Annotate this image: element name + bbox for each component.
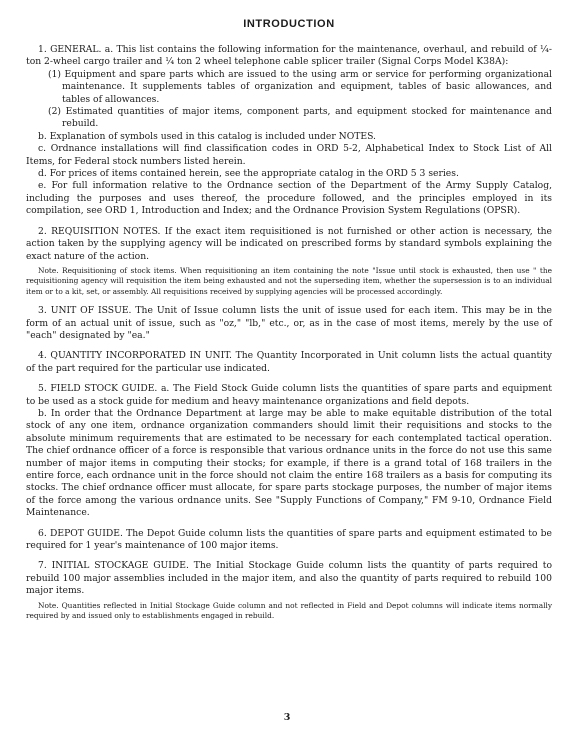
- section-1-item-2: (2) Estimated quantities of major items, component parts, and equipment stocked for maintenance and rebuild.: [48, 106, 552, 130]
- section-1-c: c. Ordnance installations will find classification codes in ORD 5-2, Alphabetical Index to Stock List of All Items, for Federal stock numbers listed herein.: [26, 143, 552, 167]
- section-3-unit-of-issue: 3. UNIT OF ISSUE. The Unit of Issue column lists the unit of issue used for each item. This may be in the form of an actual unit of issue, such as "oz," "lb," etc., or, as in the case of most items, merely by the use of "each" designated by "ea.": [26, 305, 552, 341]
- section-2-note: Note. Requisitioning of stock items. When requisitioning an item containing the note "Issue until stock is exhausted, then use " the requisitioning agency will requisition the item being exhausted and not the superseding item, whether the supersession is to an individual item or to a kit, set, or assembly. All requisitions received by supplying agencies will be processed accordingly.: [26, 265, 552, 296]
- section-1-item-1: (1) Equipment and spare parts which are issued to the using arm or service for performing organizational maintenance. It supplements tables of organization and equipment, tables of basic allowances, and tables of allowances.: [48, 68, 552, 105]
- section-4-quantity-incorporated: 4. QUANTITY INCORPORATED IN UNIT. The Quantity Incorporated in Unit column lists the actual quantity of the part required for the particular use indicated.: [26, 350, 552, 374]
- page-title: INTRODUCTION: [243, 18, 335, 30]
- section-1-e: e. For full information relative to the Ordnance section of the Department of the Army Supply Catalog, including the purposes and uses thereof, the procedure followed, and the principles employed in its compilation, see ORD 1, Introduction and Index; and the Ordnance Provision System Regulations (OPSR).: [26, 180, 552, 217]
- section-6-depot-guide: 6. DEPOT GUIDE. The Depot Guide column lists the quantities of spare parts and equipment estimated to be required for 1 year's maintenance of 100 major items.: [26, 527, 552, 552]
- section-7-initial-stockage-guide: 7. INITIAL STOCKAGE GUIDE. The Initial Stockage Guide column lists the quantity of parts required to rebuild 100 major assemblies included in the major item, and also the quantity of parts required to rebuild 100 major items.: [26, 560, 552, 597]
- section-1-b: b. Explanation of symbols used in this catalog is included under NOTES.: [38, 130, 376, 142]
- section-5-field-stock-guide-b: b. In order that the Ordnance Department at large may be able to make equitable distribution of the total stock of any one item, ordnance organization commanders should limit their requisitions and stocks to the absolute minimum requirements that are estimated to be necessary for each contemplated tactical operation. The chief ordnance officer of a force is responsible that various ordnance units in the force do not use this same number of major items in computing their stocks; for example, if there is a grand total of 168 trailers in the entire force, each ordnance unit in the force should not claim the entire 168 trailers as a basis for computing its stocks. The chief ordnance officer must allocate, for spare parts stockage purposes, the number of major items of the force among the various ordnance units. See "Supply Functions of Company," FM 9-10, Ordnance Field Maintenance.: [26, 407, 552, 519]
- section-1-general: 1. GENERAL. a. This list contains the following information for the maintenance, overhaul, and rebuild of ¼-ton 2-wheel cargo trailer and ¼ ton 2 wheel telephone cable splicer trailer (Signal Corps Model K38A):: [26, 44, 552, 68]
- section-7-note: Note. Quantities reflected in Initial Stockage Guide column and not reflected in Field and Depot columns will indicate items normally required by and issued only to establishments engaged in rebuild.: [26, 600, 552, 621]
- section-5-field-stock-guide-a: 5. FIELD STOCK GUIDE. a. The Field Stock Guide column lists the quantities of spare parts and equipment to be used as a stock guide for medium and heavy maintenance organizations and field depots.: [26, 383, 552, 407]
- page-number: 3: [283, 712, 291, 723]
- section-2-requisition-notes: 2. REQUISITION NOTES. If the exact item requisitioned is not furnished or other action is necessary, the action taken by the supplying agency will be indicated on prescribed forms by standard symbols explaining the exact nature of the action.: [26, 225, 552, 262]
- section-1-d: d. For prices of items contained herein, see the appropriate catalog in the ORD 5 3 series.: [38, 168, 459, 180]
